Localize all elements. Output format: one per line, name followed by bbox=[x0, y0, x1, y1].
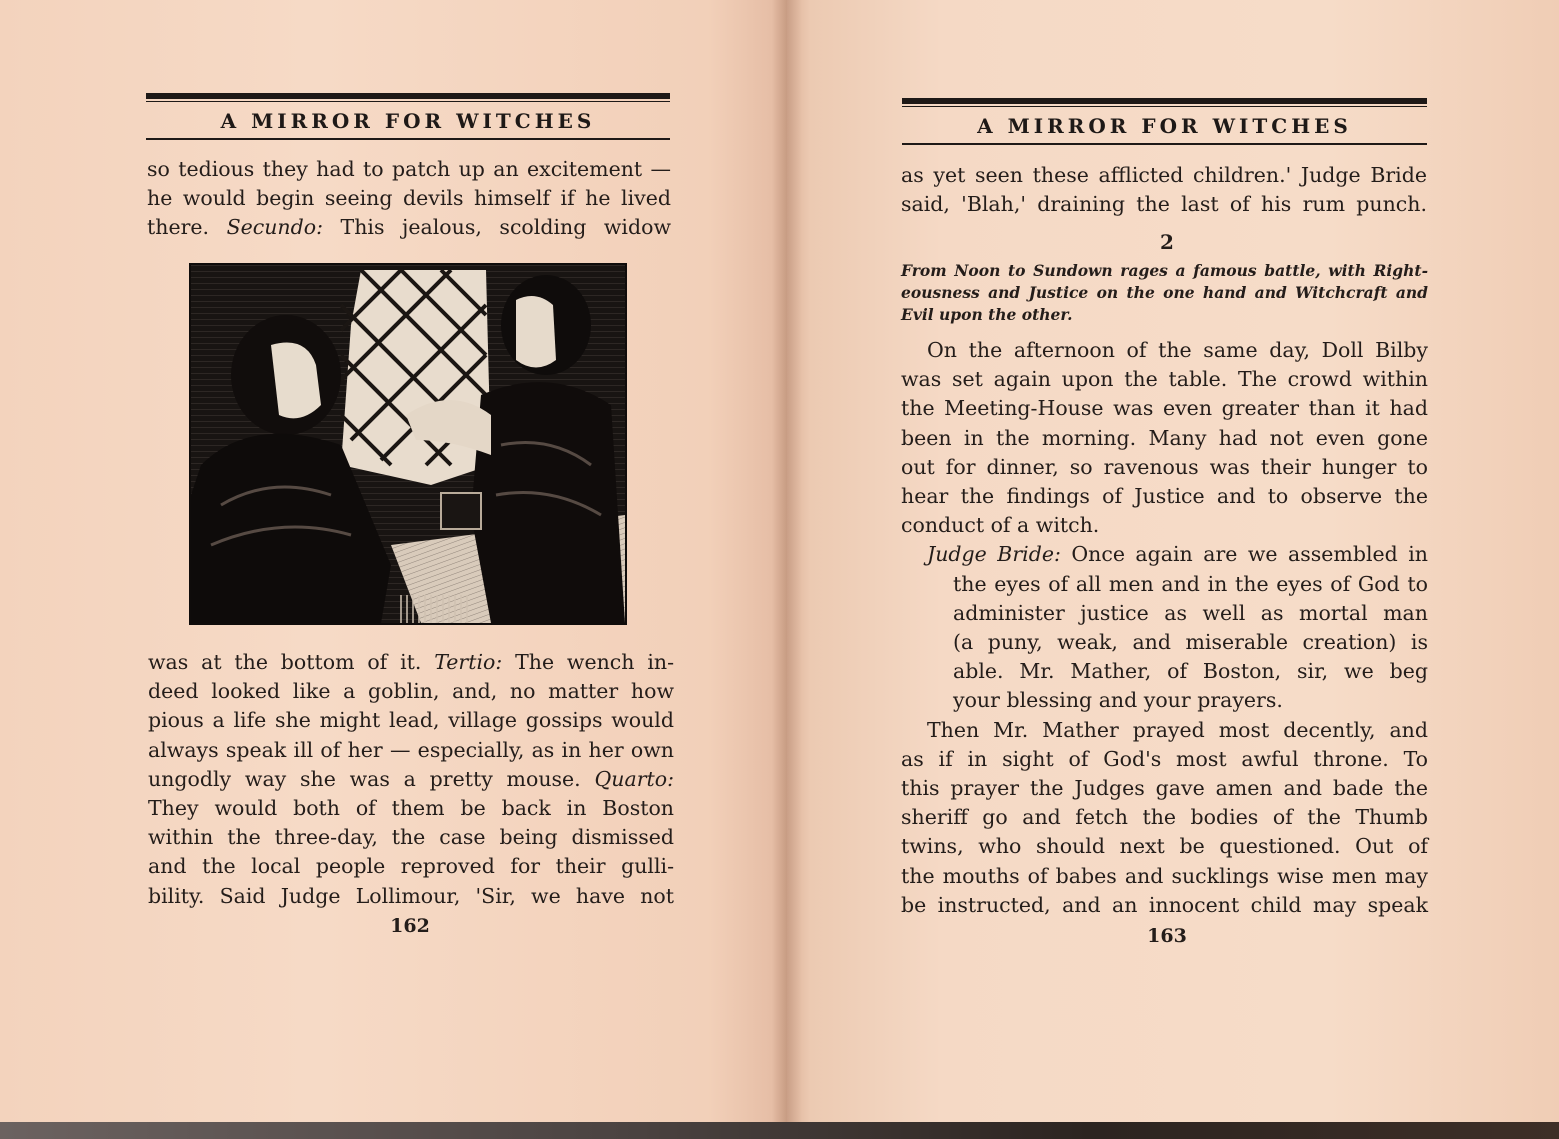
text-line: as yet seen these afflicted children.' Judge Bride bbox=[901, 163, 1427, 187]
text-line: said, 'Blah,' draining the last of his rum punch. bbox=[901, 192, 1427, 217]
right-text-top bbox=[901, 161, 1427, 219]
text-line: always speak ill of her — especially, as in her own bbox=[148, 737, 674, 762]
text-line: hear the findings of Justice and to observe the bbox=[901, 484, 1428, 509]
header-rule-bottom bbox=[146, 138, 670, 140]
dialog-line bbox=[901, 540, 1428, 569]
text-line: was set again upon the table. The crowd within bbox=[901, 367, 1428, 392]
section-number: 2 bbox=[1160, 230, 1174, 254]
dialog-line: (a puny, weak, and miserable creation) is bbox=[953, 630, 1428, 655]
text-line: sheriff go and fetch the bodies of the Thumb bbox=[901, 805, 1428, 830]
text-line: the Meeting-House was even greater than it had bbox=[901, 396, 1428, 421]
text-line: They would both of them be back in Boston bbox=[148, 796, 674, 821]
text-line: twins, who should next be questioned. Out of bbox=[901, 834, 1428, 859]
text-line: be instructed, and an innocent child may speak bbox=[901, 892, 1428, 917]
text-line: deed looked like a goblin, and, no matter how bbox=[148, 679, 674, 704]
left-running-header bbox=[146, 93, 670, 140]
text-line: and the local people reproved for their gulli- bbox=[148, 854, 674, 879]
page-number-left: 162 bbox=[390, 915, 430, 937]
right-text-body bbox=[901, 336, 1428, 920]
header-rule-bottom bbox=[902, 143, 1427, 145]
text-line: On the afternoon of the same day, Doll Bilby bbox=[927, 338, 1428, 362]
running-head: A MIRROR FOR WITCHES bbox=[977, 114, 1352, 138]
text-line: he would begin seeing devils himself if he lived bbox=[147, 186, 671, 211]
text-line: conduct of a witch. bbox=[901, 513, 1100, 538]
left-text-bottom bbox=[148, 648, 674, 911]
left-text-top bbox=[147, 155, 671, 243]
dialog-line: administer justice as well as mortal man bbox=[953, 600, 1428, 625]
text-line: so tedious they had to patch up an excitement — bbox=[147, 157, 671, 181]
text-line: within the three-day, the case being dismissed bbox=[148, 825, 674, 850]
dialog-speaker: Judge Bride: bbox=[927, 542, 1061, 567]
summary-line: eousness and Justice on the one hand and Witchcraft and bbox=[901, 283, 1428, 302]
chapter-summary bbox=[901, 260, 1428, 326]
text-line: this prayer the Judges gave amen and bade the bbox=[901, 776, 1428, 801]
background-strip bbox=[0, 1122, 1559, 1139]
page-number-right: 163 bbox=[1147, 925, 1187, 947]
left-page bbox=[0, 0, 787, 1122]
text-line: bility. Said Judge Lollimour, 'Sir, we have not bbox=[148, 883, 674, 908]
dialog-line: your blessing and your prayers. bbox=[953, 688, 1283, 713]
right-page bbox=[787, 0, 1559, 1122]
text-line: there. Secundo: This jealous, scolding widow bbox=[147, 215, 671, 240]
summary-line: From Noon to Sundown rages a famous battle, with Right- bbox=[901, 261, 1428, 280]
text-line: out for dinner, so ravenous was their hunger to bbox=[901, 454, 1428, 479]
dialog-line: the eyes of all men and in the eyes of God to bbox=[953, 571, 1428, 596]
text-line: ungodly way she was a pretty mouse. Quarto: bbox=[148, 766, 674, 791]
text-line: was at the bottom of it. Tertio: The wench in- bbox=[148, 650, 675, 674]
text-line: as if in sight of God's most awful throne. To bbox=[901, 746, 1428, 771]
running-head: A MIRROR FOR WITCHES bbox=[220, 109, 596, 133]
text-line: pious a life she might lead, village gossips would bbox=[148, 708, 674, 733]
woodcut-illustration bbox=[189, 263, 627, 625]
text-line: Then Mr. Mather prayed most decently, and bbox=[927, 717, 1428, 742]
dialog-text: Once again are we assembled in bbox=[1060, 542, 1428, 567]
right-running-header bbox=[902, 98, 1427, 145]
summary-line: Evil upon the other. bbox=[901, 305, 1073, 324]
dialog-line: able. Mr. Mather, of Boston, sir, we beg bbox=[953, 659, 1428, 684]
text-line: been in the morning. Many had not even gone bbox=[901, 425, 1428, 450]
text-line: the mouths of babes and sucklings wise men may bbox=[901, 863, 1428, 888]
